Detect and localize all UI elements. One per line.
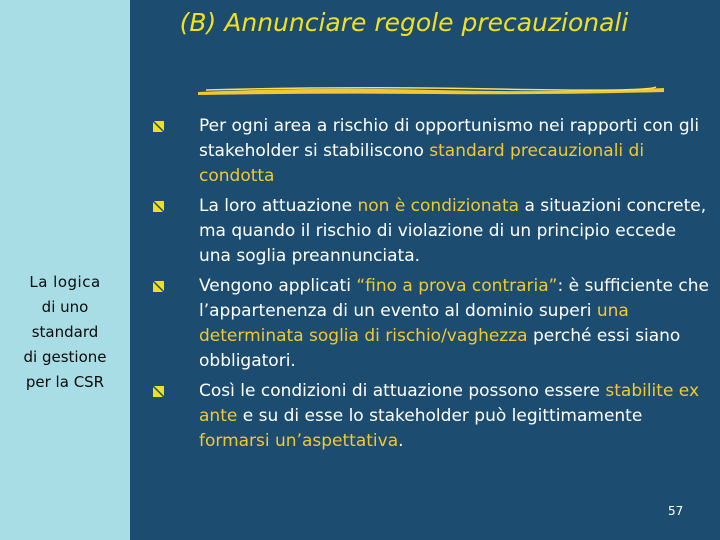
sidebar-panel: [0, 0, 130, 540]
sidebar-line: standard: [31, 323, 99, 341]
bullet-text: perché essi siano obbligatori.: [199, 326, 681, 371]
square-bullet-icon: [152, 280, 165, 293]
bullet-list: [152, 114, 712, 454]
title-underline: [196, 84, 666, 96]
bullet-text: Per ogni area a rischio di opportunismo nei rapporti con gli stakeholder si stabiliscono: [199, 116, 700, 161]
bullet-item: [152, 194, 712, 269]
sidebar-line: di gestione: [23, 348, 107, 366]
bullet-text: Vengono applicati: [199, 276, 357, 296]
bullet-text: Così le condizioni di attuazione possono essere: [199, 381, 606, 401]
bullet-text: e su di esse lo stakeholder può legittimamente: [237, 406, 643, 426]
sidebar-line: La logica: [29, 273, 101, 291]
sidebar-line: per la CSR: [25, 373, 105, 391]
highlight-text: “fino a prova contraria”: [356, 276, 558, 296]
bullet-text: : è sufficiente che l’appartenenza di un evento al dominio superi: [199, 276, 709, 321]
square-bullet-icon: [152, 385, 165, 398]
highlight-text: formarsi un’aspettativa: [199, 431, 399, 451]
bullet-item: [152, 379, 712, 454]
sidebar-line: di uno: [41, 298, 89, 316]
highlight-text: stabilite ex ante: [199, 381, 700, 426]
page-number: 57: [668, 504, 684, 518]
bullet-item: [152, 114, 712, 189]
bullet-text: a situazioni concrete, ma quando il rischio di violazione di un principio eccede una soglia preannunciata.: [199, 196, 707, 266]
highlight-text: standard precauzionali di condotta: [199, 141, 645, 186]
bullet-item: [152, 274, 712, 374]
bullet-text: .: [398, 431, 404, 451]
square-bullet-icon: [152, 200, 165, 213]
square-bullet-icon: [152, 120, 165, 133]
bullet-text: La loro attuazione: [199, 196, 358, 216]
sidebar-caption: [0, 270, 130, 395]
slide-title: (B) Annunciare regole precauzionali: [179, 8, 629, 37]
highlight-text: una determinata soglia di rischio/vaghezza: [199, 301, 629, 346]
highlight-text: non è condizionata: [357, 196, 520, 216]
